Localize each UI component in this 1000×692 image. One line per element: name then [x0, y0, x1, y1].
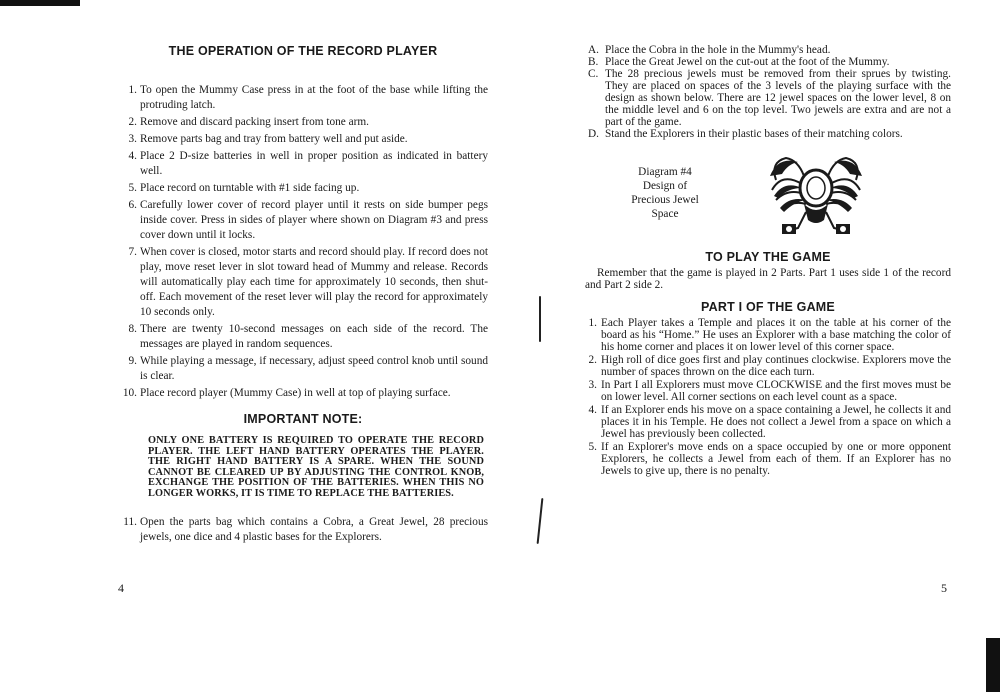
- list-item: [118, 115, 488, 130]
- list-item: [585, 317, 951, 353]
- step-text: Place 2 D-size batteries in well in proper position as indicated in battery well.: [140, 150, 488, 177]
- list-item: [585, 441, 951, 477]
- record-player-steps-cont: [118, 515, 488, 545]
- record-player-title: THE OPERATION OF THE RECORD PLAYER: [168, 44, 438, 58]
- list-item: [118, 354, 488, 384]
- gutter-mark-upper: [539, 296, 541, 342]
- step-text: Place record player (Mummy Case) in well at top of playing surface.: [140, 387, 451, 399]
- list-item: [118, 198, 488, 243]
- list-item: [118, 83, 488, 113]
- record-player-steps: [118, 83, 488, 401]
- item-letter: B.: [588, 56, 599, 68]
- caption-line: Space: [651, 208, 679, 220]
- step-number: 4.: [128, 150, 137, 162]
- list-item: [585, 56, 951, 68]
- step-number: 2.: [128, 116, 137, 128]
- list-item: [118, 322, 488, 352]
- list-item: [585, 128, 951, 140]
- jewel-space-diagram: [585, 140, 951, 250]
- list-item: [585, 404, 951, 440]
- left-page: [118, 44, 488, 547]
- step-number: 6.: [128, 199, 137, 211]
- item-text: Stand the Explorers in their plastic bases of their matching colors.: [605, 128, 903, 140]
- part1-steps: [585, 317, 951, 477]
- step-text: If an Explorer ends his move on a space containing a Jewel, he collects it and places it in his Temple. He does not collect a Jewel from a space on which a Jewel has previously been collected.: [601, 404, 951, 440]
- important-note-body: ONLY ONE BATTERY IS REQUIRED TO OPERATE THE RECORD PLAYER. THE LEFT HAND BATTERY OPERATES THE PLAYER. THE RIGHT HAND BATTERY IS A SPARE. WHEN THE SOUND CANNOT BE CLEARED UP BY ADJUSTING THE CONTROL KNOB, EXCHANGE THE POSITION OF THE BATTERIES. WHEN THIS NO LONGER WORKS, IT IS TIME TO REPLACE THE BATTERIES.: [148, 435, 484, 499]
- step-text: When cover is closed, motor starts and record should play. If record does not play, move reset lever in slot toward head of Mummy and release. Records will automatically play each time for approximately 10 seconds, then shut-off. Each movement of the reset lever will play the record for approximately 10 seconds only.: [140, 246, 488, 318]
- step-number: 10.: [122, 387, 137, 399]
- important-note-title: IMPORTANT NOTE:: [243, 412, 363, 426]
- step-number: 4.: [588, 404, 597, 416]
- step-text: Open the parts bag which contains a Cobra, a Great Jewel, 28 precious jewels, one dice and 4 plastic bases for the Explorers.: [140, 515, 488, 543]
- play-game-text: Remember that the game is played in 2 Parts. Part 1 uses side 1 of the record and Part 2 side 2.: [585, 267, 951, 291]
- scarab-jewel-icon: [768, 150, 864, 242]
- item-letter: D.: [588, 128, 599, 140]
- list-item: [585, 44, 951, 56]
- step-text: There are twenty 10-second messages on each side of the record. The messages are played in random sequences.: [140, 323, 488, 350]
- step-text: Place record on turntable with #1 side facing up.: [140, 182, 360, 194]
- step-number: 3.: [128, 133, 137, 145]
- step-number: 1.: [128, 84, 137, 96]
- caption-line: Precious Jewel: [631, 194, 699, 206]
- step-text: In Part I all Explorers must move CLOCKWISE and the first moves must be on lower level. All corner sections on each level count as a space.: [601, 379, 951, 403]
- step-number: 8.: [128, 323, 137, 335]
- caption-line: Diagram #4: [638, 166, 692, 178]
- step-text: Remove and discard packing insert from tone arm.: [140, 116, 370, 128]
- caption-line: Design of: [642, 180, 688, 192]
- step-text: While playing a message, if necessary, adjust speed control knob until sound is clear.: [140, 355, 488, 382]
- list-item: [585, 354, 951, 378]
- step-text: If an Explorer's move ends on a space occupied by one or more opponent Explorers, he collects a Jewel from each of them. If an Explorer has no Jewels to give up, there is no penalty.: [601, 441, 951, 477]
- play-game-title: TO PLAY THE GAME: [705, 250, 831, 264]
- step-number: 7.: [128, 246, 137, 258]
- scan-edge-mark-right: [986, 638, 1000, 692]
- step-number: 3.: [588, 379, 597, 391]
- step-text: Each Player takes a Temple and places it on the table at his corner of the board as his “Home.” He uses an Explorer with a base matching the color of his home corner and places it on lower level of this corner space.: [601, 317, 951, 353]
- step-number: 11.: [123, 515, 137, 528]
- step-text: Carefully lower cover of record player until it rests on side bumper pegs inside cover. Press in sides of player where shown on Diagram #3 and press cover down until it locks.: [140, 199, 488, 241]
- list-item: [118, 245, 488, 320]
- list-item: [585, 68, 951, 128]
- diagram-caption: [615, 165, 715, 221]
- item-letter: C.: [588, 68, 599, 80]
- page-number-right: 5: [941, 581, 947, 595]
- setup-items: [585, 44, 951, 140]
- right-page: [585, 44, 951, 478]
- list-item: [118, 149, 488, 179]
- step-text: High roll of dice goes first and play continues clockwise. Explorers move the number of spaces thrown on the dice each turn.: [601, 354, 951, 378]
- part1-title: PART I OF THE GAME: [701, 300, 835, 314]
- item-letter: A.: [588, 44, 599, 56]
- list-item: [585, 379, 951, 403]
- step-number: 5.: [128, 182, 137, 194]
- page-number-left: 4: [118, 581, 124, 595]
- step-number: 9.: [128, 355, 137, 367]
- item-text: Place the Great Jewel on the cut-out at the foot of the Mummy.: [605, 56, 890, 68]
- step-number: 5.: [588, 441, 597, 453]
- step-text: To open the Mummy Case press in at the foot of the base while lifting the protruding latch.: [140, 84, 488, 111]
- list-item: [118, 181, 488, 196]
- scan-edge-mark-top: [0, 0, 80, 6]
- item-text: The 28 precious jewels must be removed from their sprues by twisting. They are placed on spaces of the 3 levels of the playing surface with the design as shown below. There are 12 jewel spaces on the lower level, 8 on the middle level and 6 on the top level. Two jewels are extra and are not a part of the game.: [605, 68, 951, 128]
- step-number: 1.: [588, 317, 597, 329]
- item-text: Place the Cobra in the hole in the Mummy's head.: [605, 44, 831, 56]
- list-item: [118, 386, 488, 401]
- list-item: [118, 515, 488, 545]
- step-text: Remove parts bag and tray from battery well and put aside.: [140, 133, 408, 145]
- list-item: [118, 132, 488, 147]
- gutter-mark-lower: [537, 498, 544, 544]
- step-number: 2.: [588, 354, 597, 366]
